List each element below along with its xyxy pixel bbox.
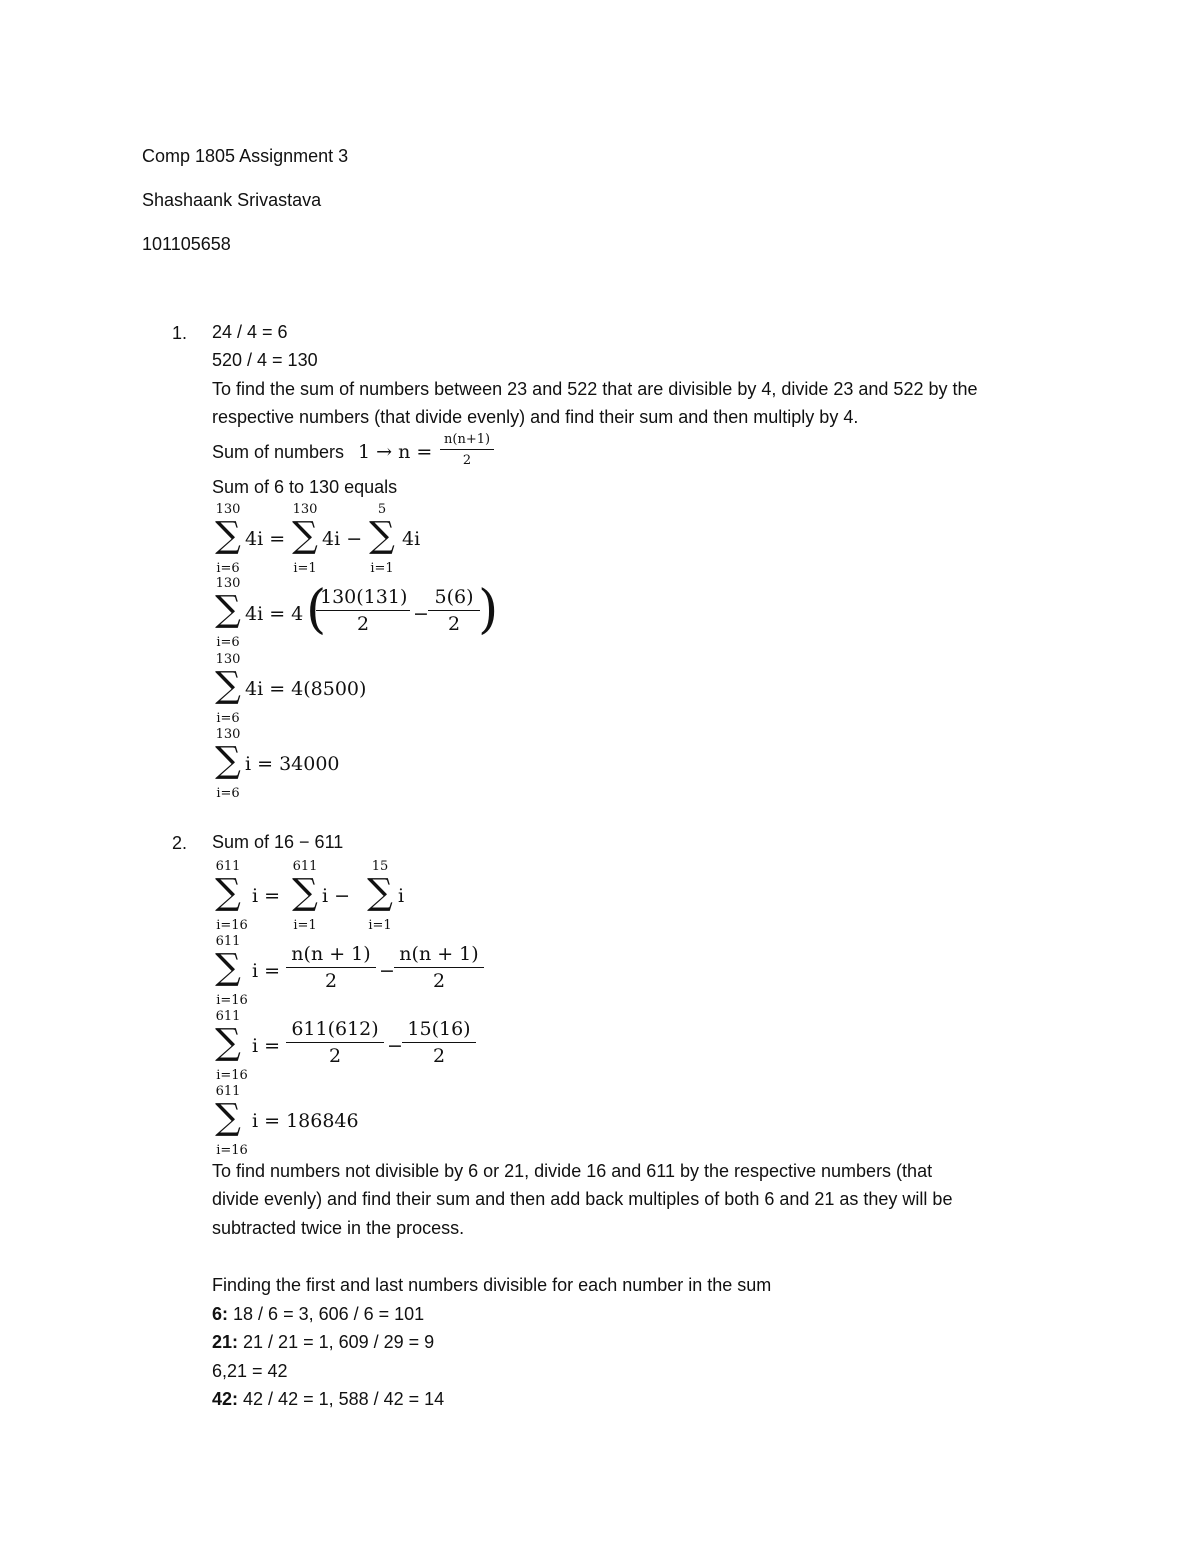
sum-lower-limit: i=6 [216, 786, 240, 801]
sum-lower-limit: i=16 [216, 993, 248, 1008]
fraction-denominator: 2 [432, 970, 446, 992]
minus-sign: − [413, 603, 429, 625]
right-paren: ) [478, 580, 499, 640]
equation-expression: i = 34000 [245, 753, 340, 775]
sum-lower-limit: i=1 [293, 561, 317, 576]
fraction-numerator: n(n + 1) [394, 945, 484, 968]
sum-lower-limit: i=16 [216, 1143, 248, 1158]
fraction [394, 945, 484, 991]
q2-explanation-a: To find numbers not divisible by 6 or 21, divide 16 and 611 by the respective numbers (that [212, 1161, 933, 1181]
fraction-denominator: 2 [432, 1045, 446, 1067]
q1-explanation-a: To find the sum of numbers between 23 and 522 that are divisible by 4, divide 23 and 522 by the [212, 379, 978, 399]
fraction-denominator: 2 [356, 613, 370, 635]
fraction-numerator: 15(16) [402, 1020, 476, 1043]
sigma-symbol: ∑ [369, 515, 395, 556]
question-1-number: 1. [172, 323, 188, 343]
sigma-symbol: ∑ [367, 872, 393, 913]
fraction-numerator: n(n+1) [440, 433, 494, 450]
sum-term: 4i − [322, 528, 363, 550]
equation-lhs: i = [252, 960, 281, 982]
sum-upper-limit: 611 [292, 859, 318, 874]
equation-expression: i = 186846 [252, 1110, 359, 1132]
fraction-numerator: 611(612) [286, 1020, 384, 1043]
fraction-numerator: n(n + 1) [286, 945, 376, 968]
row-value: 21 / 21 = 1, 609 / 29 = 9 [243, 1332, 435, 1352]
q2-row-42 [212, 1390, 444, 1408]
assignment-title: Comp 1805 Assignment 3 [142, 146, 349, 166]
sum-lower-limit: i=6 [216, 561, 240, 576]
sigma-symbol: ∑ [215, 665, 241, 706]
q2-finding-label: Finding the first and last numbers divisible for each number in the sum [212, 1275, 772, 1295]
fraction [286, 1020, 384, 1066]
fraction [428, 588, 480, 634]
sum-lower-limit: i=1 [293, 918, 317, 933]
sigma-symbol: ∑ [215, 1022, 241, 1063]
sum-lower-limit: i=16 [216, 918, 248, 933]
sigma-symbol: ∑ [215, 1097, 241, 1138]
q2-row-6 [212, 1305, 424, 1323]
q1-line-1: 24 / 4 = 6 [212, 322, 288, 342]
sum-lower-limit: i=6 [216, 635, 240, 650]
fraction-denominator: 2 [328, 1045, 342, 1067]
sum-upper-limit: 5 [377, 502, 387, 517]
fraction [316, 588, 410, 634]
sum-term: 4i = [245, 528, 286, 550]
minus-sign: − [379, 960, 395, 982]
q2-explanation-c: subtracted twice in the process. [212, 1218, 465, 1238]
equation-expression: 4i = 4(8500) [245, 678, 367, 700]
sum-upper-limit: 130 [292, 502, 318, 517]
q1-line-2: 520 / 4 = 130 [212, 350, 318, 370]
sum-lower-limit: i=16 [216, 1068, 248, 1083]
fraction [402, 1020, 476, 1066]
sigma-symbol: ∑ [215, 515, 241, 556]
q1-sum-formula-fraction [440, 433, 494, 467]
q1-sum-formula-label: Sum of numbers [212, 442, 345, 462]
fraction-numerator: 5(6) [428, 588, 480, 611]
sum-term: 4i [402, 528, 421, 550]
sum-term: i = [252, 885, 281, 907]
sigma-symbol: ∑ [292, 515, 318, 556]
q2-title: Sum of 16 − 611 [212, 832, 344, 852]
q2-row-lcm: 6,21 = 42 [212, 1361, 288, 1381]
sum-term: i − [322, 885, 351, 907]
row-key: 21: [212, 1332, 239, 1352]
sum-upper-limit: 130 [215, 576, 241, 591]
sum-lower-limit: i=1 [370, 561, 394, 576]
fraction [286, 945, 376, 991]
q1-explanation-b: respective numbers (that divide evenly) and find their sum and then multiply by 4. [212, 407, 859, 427]
sum-upper-limit: 130 [215, 652, 241, 667]
student-id: 101105658 [142, 234, 231, 254]
q1-sum-formula-lhs: 1 → n = [358, 441, 433, 463]
left-paren: ( [306, 580, 327, 640]
sigma-symbol: ∑ [215, 740, 241, 781]
q2-row-21 [212, 1333, 434, 1351]
sum-upper-limit: 611 [215, 934, 241, 949]
sum-upper-limit: 611 [215, 1009, 241, 1024]
row-key: 6: [212, 1304, 229, 1324]
sigma-symbol: ∑ [215, 947, 241, 988]
author-name: Shashaank Srivastava [142, 190, 322, 210]
sigma-symbol: ∑ [215, 872, 241, 913]
q1-sum-label: Sum of 6 to 130 equals [212, 477, 398, 497]
sum-term: i [398, 885, 405, 907]
sum-upper-limit: 130 [215, 502, 241, 517]
sigma-symbol: ∑ [292, 872, 318, 913]
fraction-denominator: 2 [462, 453, 472, 468]
sum-lower-limit: i=1 [368, 918, 392, 933]
equation-lhs: i = [252, 1035, 281, 1057]
sum-lower-limit: i=6 [216, 711, 240, 726]
sum-upper-limit: 611 [215, 859, 241, 874]
q2-explanation-b: divide evenly) and find their sum and then add back multiples of both 6 and 21 as they will be [212, 1189, 953, 1209]
fraction-numerator: 130(131) [316, 588, 410, 611]
fraction-denominator: 2 [447, 613, 461, 635]
row-key: 42: [212, 1389, 239, 1409]
row-value: 18 / 6 = 3, 606 / 6 = 101 [233, 1304, 425, 1324]
sum-upper-limit: 611 [215, 1084, 241, 1099]
row-value: 42 / 42 = 1, 588 / 42 = 14 [243, 1389, 445, 1409]
equation-lhs: 4i = 4 [245, 603, 304, 625]
sigma-symbol: ∑ [215, 589, 241, 630]
minus-sign: − [387, 1035, 403, 1057]
question-2-number: 2. [172, 833, 188, 853]
fraction-denominator: 2 [324, 970, 338, 992]
sum-upper-limit: 130 [215, 727, 241, 742]
sum-upper-limit: 15 [371, 859, 389, 874]
